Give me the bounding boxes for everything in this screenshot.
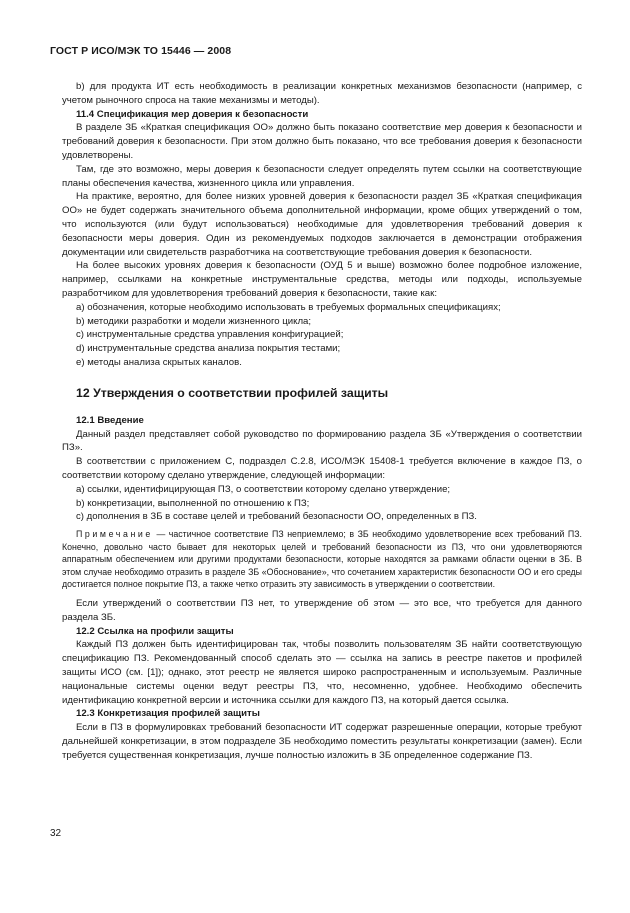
paragraph: Если в ПЗ в формулировках требований безопасности ИТ содержат разрешенные операции, которые требуют дальнейшей конкретизации, в этом подразделе ЗБ необходимо поместить результаты конкретизации (замен). Если требуется существенная конкретизация, лучше полностью изложить в ЗБ определенное содержание ПЗ. [62, 722, 582, 761]
list-item: a) ссылки, идентифицирующая ПЗ, о соответствии которому сделано утверждение; [76, 483, 451, 495]
list-item-b-continued: b) для продукта ИТ есть необходимость в реализации конкретных механизмов безопасности (например, с учетом рыночного спроса на такие механизмы и методы). [62, 81, 582, 106]
paragraph: Данный раздел представляет собой руководство по формированию раздела ЗБ «Утверждения о соответствии ПЗ». [62, 428, 582, 454]
paragraph: Если утверждений о соответствии ПЗ нет, то утверждение об этом — это все, что требуется для данного раздела ЗБ. [62, 598, 582, 623]
note-text: — частичное соответствие ПЗ неприемлемо; в ЗБ необходимо удовлетворение всех требований ПЗ. Конечно, довольно часто бывает для некоторых целей и требований безопасности из ПЗ, что они удовлетворяются аппаратным обеспечением или другими продуктами безопасности, которые находятся за рамками области оценки в ЗБ. В этом случае необходимо отразить в разделе ЗБ «Обоснование», что сочетанием характеристик безопасности ОО и его среды достигается полное покрытие ПЗ, а также четко отразить эту зависимость в утверждении о соответствии. [62, 529, 582, 590]
list-item: b) конкретизации, выполненной по отношению к ПЗ; [76, 497, 310, 509]
note [62, 528, 582, 591]
list-item: c) дополнения в ЗБ в составе целей и требований безопасности ОО, определенных в ПЗ. [76, 511, 477, 523]
paragraph: Там, где это возможно, меры доверия к безопасности следует определять путем ссылки на соответствующие планы обеспечения качества, жизненного цикла или управления. [62, 163, 582, 189]
page-header: ГОСТ Р ИСО/МЭК ТО 15446 — 2008 [50, 45, 232, 57]
list-item: b) методики разработки и модели жизненного цикла; [76, 315, 312, 327]
list-item: a) обозначения, которые необходимо использовать в требуемых формальных спецификациях; [76, 301, 501, 313]
section-title-12: 12 Утверждения о соответствии профилей защиты [76, 385, 389, 400]
page-number: 32 [50, 828, 62, 839]
paragraph: В соответствии с приложением С, подраздел С.2.8, ИСО/МЭК 15408-1 требуется включение в каждое ПЗ, о соответствии которому сделано утверждение, следующей информации: [62, 456, 582, 481]
subsection-title-11-4: 11.4 Спецификация мер доверия к безопасности [76, 108, 309, 120]
subsection-title-12-1: 12.1 Введение [76, 414, 144, 426]
paragraph: На более высоких уровнях доверия к безопасности (ОУД 5 и выше) возможно более подробное изложение, например, ссылками на конкретные инструментальные средства, методы или подходы, используемые разработчиком для удовлетворения требований доверия к безопасности, такие как: [62, 260, 582, 299]
list-item: d) инструментальные средства анализа покрытия тестами; [76, 343, 341, 355]
paragraph: На практике, вероятно, для более низких уровней доверия к безопасности раздел ЗБ «Краткая спецификация ОО» не будет содержать значительного объема дополнительной информации, кроме общих утверждений о том, что используются (или будут использоваться) необходимые для удовлетворения требований доверия к безопасности меры доверия. Один из рекомендуемых подходов заключается в демонстрации отображения документации или свидетельств разработчика на соответствующие требования доверия к безопасности. [62, 191, 582, 258]
list-item: e) методы анализа скрытых каналов. [76, 356, 242, 368]
subsection-title-12-2: 12.2 Ссылка на профили защиты [76, 625, 234, 637]
list-item: c) инструментальные средства управления конфигурацией; [76, 329, 344, 341]
page-content [62, 80, 582, 763]
subsection-title-12-3: 12.3 Конкретизация профилей защиты [76, 708, 260, 720]
paragraph: Каждый ПЗ должен быть идентифицирован так, чтобы позволить пользователям ЗБ найти соответствующую спецификацию ПЗ. Рекомендованный способ сделать это — ссылка на запись в реестре пакетов и профилей защиты ИСО (см. [1]); однако, этот реестр не является широко распространенным и используемым. Различные национальные системы оценки ведут реестры ПЗ, что, несомненно, удобнее. Необходимо обеспечить идентификацию конкретной версии и источника ссылки для каждого ПЗ, на который дается ссылка. [62, 639, 582, 706]
note-label: Примечание [76, 529, 153, 540]
paragraph: В разделе ЗБ «Краткая спецификация ОО» должно быть показано соответствие мер доверия к безопасности и требований доверия к безопасности. При этом должно быть показано, что все требования доверия к безопасности удовлетворены. [62, 122, 582, 161]
